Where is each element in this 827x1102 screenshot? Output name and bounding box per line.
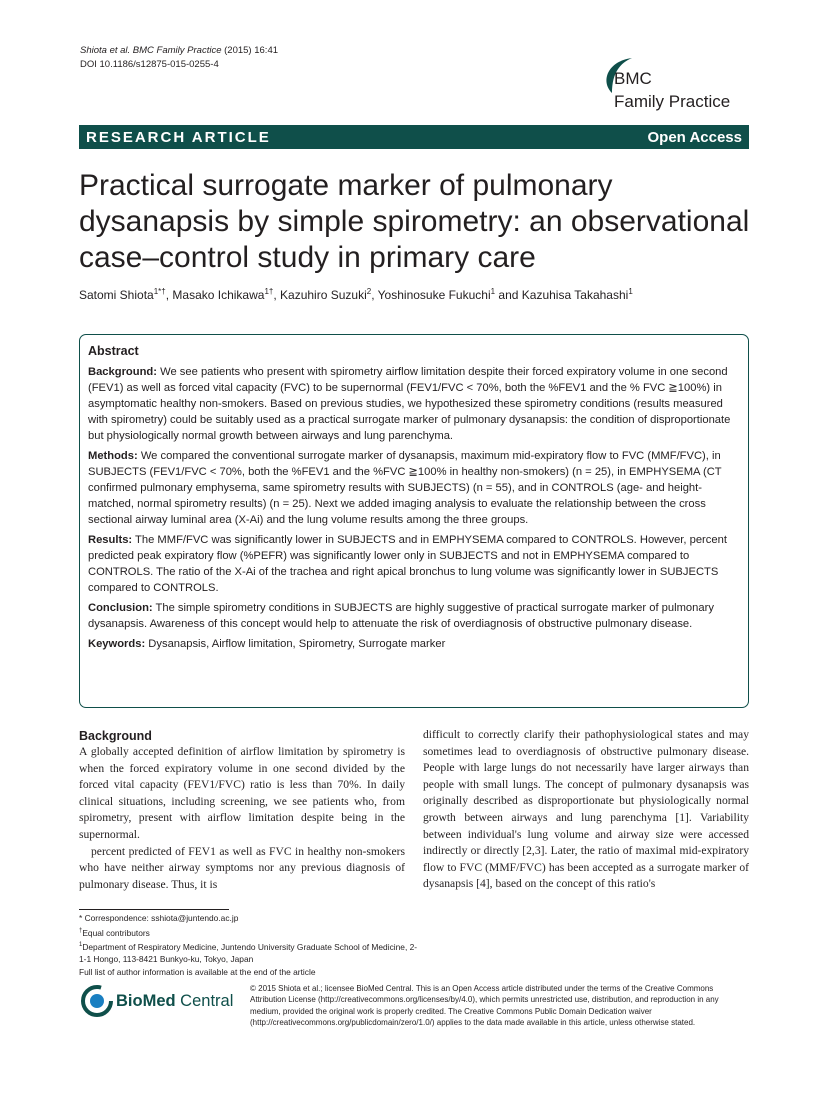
abstract-heading: Abstract xyxy=(88,344,139,358)
body-paragraph: A globally accepted definition of airflow limitation by spirometry is when the forced expiratory volume in one second divided by the forced vital capacity (FEV1/FVC) ratio is less than 70%. In daily clinical situations, including screening, we see patients who, from spirometry, present with airflow limitation despite being in the supernormal. xyxy=(79,745,405,841)
abstract-methods-label: Methods: xyxy=(88,450,138,462)
article-type-bar xyxy=(79,125,749,149)
license-text: © 2015 Shiota et al.; licensee BioMed Central. This is an Open Access article distributed under the terms of the Creative Commons Attribution License (http://creativecommons.org/licenses/by/4.0), which permits unrestricted use, distribution, and reproduction in any medium, provided the original work is properly credited. The Creative Commons Public Domain Dedication waiver (http://creativecommons.org/publicdomain/zero/1.0/) applies to the data made available in this article, unless otherwise stated. xyxy=(250,984,719,1027)
abstract-conclusion-text: The simple spirometry conditions in SUBJECTS are highly suggestive of practical surrogate marker of pulmonary dysanapsis. Awareness of this concept would help to attenuate the risk of overdiagnosis of obstructive pulmonary disease. xyxy=(88,602,714,630)
abstract-conclusion xyxy=(88,600,739,632)
keywords-label: Keywords: xyxy=(88,638,146,650)
correspondence-note: * Correspondence: sshiota@juntendo.ac.jp xyxy=(79,913,239,923)
journal-logo-name: Family Practice xyxy=(614,92,731,111)
author-name: Satomi Shiota xyxy=(79,288,154,302)
author-affiliation: 1*† xyxy=(153,287,166,296)
author-affiliation: 1 xyxy=(490,287,496,296)
citation-journal: Shiota et al. BMC Family Practice xyxy=(80,45,222,56)
journal-logo-bmc: BMC xyxy=(614,69,652,88)
author-name: Kazuhiro Suzuki xyxy=(280,288,367,302)
biomed-central-wordmark: BioMed Central xyxy=(116,992,234,1010)
footnotes xyxy=(79,912,419,978)
author-affiliation: 1 xyxy=(628,287,633,296)
abstract-background-text: We see patients who present with spirometry airflow limitation despite their forced expiratory volume in one second (FEV1) as well as forced vital capacity (FVC) to be supernormal (FEV1/FVC < 70%, both the %FEV1 and the % FVC ≧100%) in asymptomatic healthy non-smokers. Based on previous studies, we hypothesized these spirometry conditions (results measured with spirometry) could be suitably used as a practical surrogate marker of pulmonary dysanapsis: the condition of disproportionate but physiologically normal growth between airways and lung parenchyma. xyxy=(88,366,731,442)
section-heading-background: Background xyxy=(79,729,152,743)
keywords-text: Dysanapsis, Airflow limitation, Spirometry, Surrogate marker xyxy=(145,638,446,650)
author-name: Yoshinosuke Fukuchi xyxy=(377,288,491,302)
open-access-label: Open Access xyxy=(647,128,742,146)
abstract-results xyxy=(88,532,739,596)
author-name: Masako Ichikawa xyxy=(172,288,265,302)
equal-contribution-note: †Equal contributors xyxy=(79,927,150,938)
abstract-methods-text: We compared the conventional surrogate marker of dysanapsis, maximum mid-expiratory flow to FVC (MMF/FVC), in SUBJECTS (FEV1/FVC < 70%, both the %FEV1 and the %FVC ≧100% in healthy non-smokers) (n = 25), in EMPHYSEMA (CT confirmed pulmonary emphysema, same spirometry results with SUBJECTS) (n = 55), and in CONTROLS (age- and height- matched, normal spirometry results) (n = 25). Next we added imaging analysis to evaluate the relationship between the cross sectional airway luminal area (X-Ai) and the lung volume results among the three groups. xyxy=(88,450,722,526)
abstract-results-text: The MMF/FVC was significantly lower in SUBJECTS and in EMPHYSEMA compared to CONTROLS. However, percent predicted peak expiratory flow (%PEFR) was significantly lower only in SUBJECTS and not in EMPHYSEMA compared to CONTROLS. The ratio of the X-Ai of the trachea and right apical bronchus to lung volume was significantly lower in SUBJECTS compared to CONTROLS. xyxy=(88,534,727,594)
author-info-note: Full list of author information is available at the end of the article xyxy=(79,966,316,977)
article-title: Practical surrogate marker of pulmonary dysanapsis by simple spirometry: an observational case–control study in primary care xyxy=(79,169,750,274)
abstract-background-label: Background: xyxy=(88,366,157,378)
author-list: Satomi Shiota$^{1*\dagger}$, Masako Ichikawa$^{1\dagger}$, Kazuhiro Suzuki$^2$, Yoshinosuke Fukuchi$^1$ and Kazuhisa Takahashi$^1$ xyxy=(79,287,633,302)
abstract-results-label: Results: xyxy=(88,534,133,546)
body-paragraph: percent predicted of FEV1 as well as FVC in healthy non-smokers who have neither airway symptoms nor any previous diagnosis of pulmonary disease. Thus, it is xyxy=(79,844,405,891)
biomed-central-logo xyxy=(80,984,240,1020)
biomed-central-circle-icon xyxy=(80,984,114,1018)
abstract-conclusion-label: Conclusion: xyxy=(88,602,153,614)
author-affiliation: 1† xyxy=(264,287,274,296)
footnote-divider xyxy=(79,909,229,910)
journal-logo xyxy=(598,55,758,115)
body-column-left xyxy=(79,728,405,893)
body-paragraph: difficult to correctly clarify their pathophysiological states and may sometimes lead to overdiagnosis of obstructive pulmonary disease. People with large lungs do not necessarily have larger airways than people with small lungs. The concept of pulmonary dysanapsis was originally described as disproportionate but physiologically normal growth between airways and lung parenchyma [1]. Variability between individual's lung volume and airway size were accessed indirectly or directly [2,3]. Later, the ratio of maximal mid-expiratory flow to FVC (MMF/FVC) has been accepted as a surrogate marker of dysanapsis [4], based on the concept of this ratio's xyxy=(423,728,749,891)
citation-volume: (2015) 16:41 xyxy=(221,45,279,56)
doi: DOI 10.1186/s12875-015-0255-4 xyxy=(80,59,219,70)
abstract-keywords xyxy=(88,636,739,652)
abstract-background xyxy=(88,364,739,444)
author-affiliation: 2 xyxy=(366,287,372,296)
article-type: RESEARCH ARTICLE xyxy=(86,128,271,146)
citation-block xyxy=(80,44,278,72)
body-column-right xyxy=(423,727,749,893)
abstract-box xyxy=(79,334,749,708)
abstract-methods xyxy=(88,448,739,528)
author-name: Kazuhisa Takahashi xyxy=(521,288,629,302)
affiliation-note: $^1$Department of Respiratory Medicine, Juntendo University Graduate School of Medicine, 2-1-1 Hongo, 113-8421 Bunkyo-ku, Tokyo, Japan xyxy=(79,941,418,965)
